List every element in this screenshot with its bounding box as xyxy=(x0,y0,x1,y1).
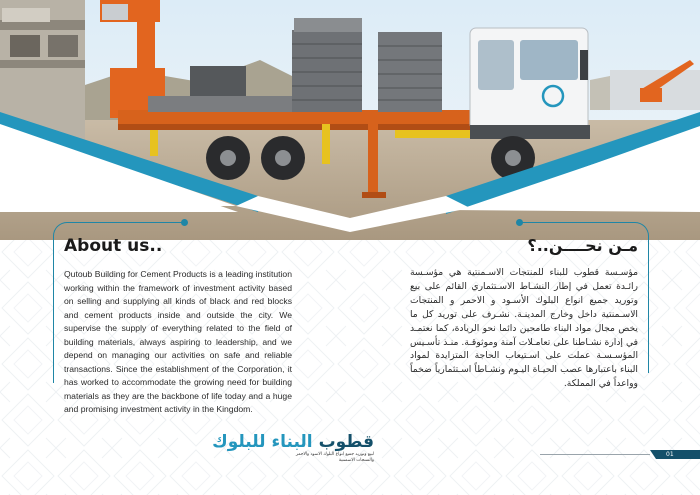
about-us-body: Qutoub Building for Cement Products is a leading institution working within the framework of investment activity based on selling and supplying all kinds of black and red blocks and cement products inside and outside the city. We supervise the supply of everything related to the field of building materials, always aspiring to leadership, and we depend on managing our activities on safe and reliable transactions. Since the establishment of the Corporation, it has worked to accommodate the growing need for building materials as they are the backbone of life today and a huge and promising investment activity in the Kingdom. xyxy=(64,269,292,415)
page-number: 01 xyxy=(666,451,674,458)
company-logo xyxy=(212,432,374,478)
arabic-body: مؤسـسة قطوب للبناء للمنتجات الاسـمنتية هي مؤسـسة رائـدة تعمل في إطار النشـاط الاسـتثماري القائم على بيع وتوريد جميع انواع البلوك الأسـود و الاحمر و المنتجات الاسـمنتية داخل وخارج المدينـة. نشـرف على توريد كل ما يخص مجال مواد البناء طامحين دائما نحو الريادة، كما نعتمـد في إدارة نشـاطنا على تعامـلات آمنة وموثوقـة. منـذ تأسـيس المؤسـسـة عملت على اسـتيعاب الحاجة المتزايدة لمواد البناء باعتبارها عصب الحيـاة اليـوم ونشـاطاً اسـتثمارياً ضخماً وواعداً في المملكة. xyxy=(410,267,638,390)
logo-tagline-2: والمنتجات الاسمنتية xyxy=(338,458,374,463)
logo-name xyxy=(212,432,374,452)
about-us-title: About us.. xyxy=(64,236,163,256)
logo-tagline-1: لبيع وتوريد جميع انواع البلوك الاسود والاحمر xyxy=(295,452,374,457)
logo-name-main: قطوب xyxy=(318,432,374,452)
logo-name-accent: البناء للبلوك xyxy=(212,432,313,452)
footer-bar xyxy=(540,450,700,459)
arabic-title: مـن نحــــن..؟ xyxy=(527,236,638,255)
frame-dot xyxy=(516,219,523,226)
frame-dot xyxy=(181,219,188,226)
